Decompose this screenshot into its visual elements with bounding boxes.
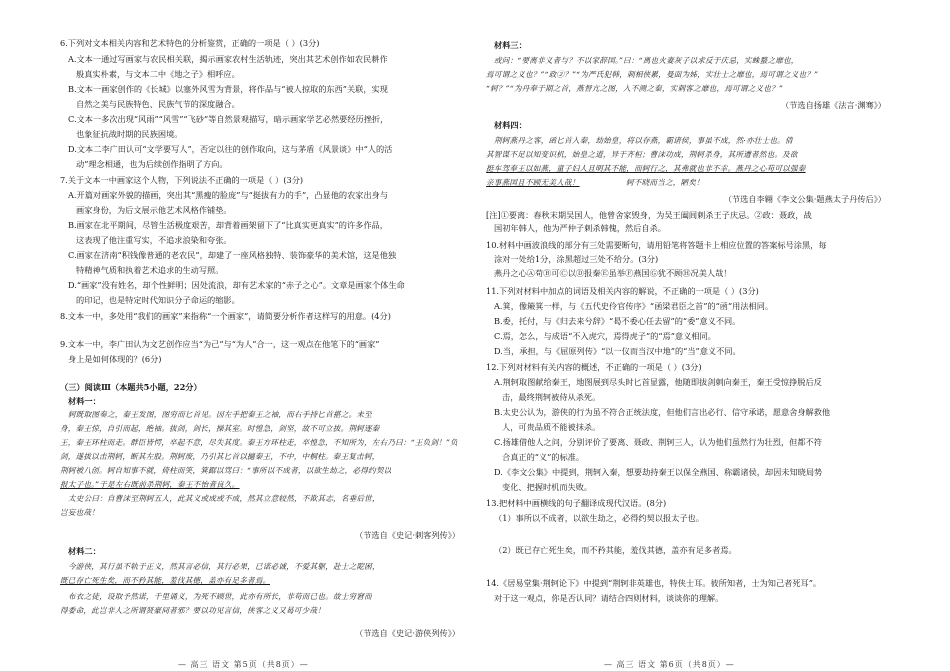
q12-option-a-cont: 击，最终荆轲被侍从杀死。 bbox=[502, 392, 601, 402]
material-2-line: 今游侠，其行虽不轨于正义，然其言必信，其行必果，已诺必诚，不爱其躯，赴士之阸困， bbox=[68, 562, 380, 571]
q7-option-b-cont: 这表现了他注重写实，不追求浪染和夸张。 bbox=[76, 235, 232, 245]
q10: 10.材料中画波浪线的部分有三处需要断句，请用铅笔将答题卡上相应位置的答案标号涂黑，每 bbox=[486, 240, 827, 250]
q10-sentence: 燕丹之心Ⓐ苟Ⓑ可Ⓒ以Ⓓ报秦Ⓔ虽举Ⓕ燕国Ⓖ犹不顾Ⓗ况美人哉！ bbox=[494, 268, 732, 278]
material-4-line-wavy: 挺车驾奉王以如燕，童子妇人且明其不能，而轲行之，其弗就也非不幸。燕丹之心苟可以强秦 bbox=[486, 164, 806, 173]
q11-option-b: B.委，托付，与《归去来兮辞》“曷不委心任去留”的“委”意义不同。 bbox=[494, 316, 741, 326]
page-footer: — 高三 语文 第6页（共8页）— bbox=[604, 660, 735, 669]
q7-option-d-cont: 的印记，也是特定时代知识分子命运的缩影。 bbox=[76, 295, 240, 305]
q11-option-a: A.箕，像簸箕一样，与《五代史伶官传序》“函梁君臣之首”的“函”用法相同。 bbox=[494, 301, 774, 311]
section-heading: （三）阅读Ⅲ（本题共5小题，22分） bbox=[60, 382, 202, 392]
material-1-line: 王，秦王环柱而走。群臣皆愕，卒起不意，尽失其度。秦王方环柱走，卒惶急，不知所为，左右乃曰：“王负剑！”负 bbox=[60, 438, 458, 447]
q7-option-c: C.画家在济南“积钱像普通的老农民”，却建了一座风格独特、装饰豪华的美术馆，这是他独 bbox=[68, 250, 397, 260]
material-1-line: 岂妄也哉！ bbox=[60, 508, 99, 517]
q6-option-d: D.文本二李广田认可“文学要写人”，否定以往的创作取向，这与茅盾《风景谈》中“人的活 bbox=[68, 144, 393, 154]
q6-option-d-cont: 动”理念相通，也为后续创作指明了方向。 bbox=[76, 159, 228, 169]
q6-option-a: A.文本一通过写画家与农民相关联，揭示画家农村生活轨迹，突出其艺术创作如农民耕作 bbox=[68, 54, 388, 64]
material-3-line: 焉可谓之义也？”“政②？”“为严氏犯韩，刺相侠累，曼面为姊，实壮士之靡也，焉可谓之义也？” bbox=[486, 70, 819, 79]
q6-option-b-cont: 自然之美与民族特色、民族气节的深度融合。 bbox=[76, 99, 240, 109]
q6-option-a-cont: 般真实朴素，与文本二中《地之子》相呼应。 bbox=[76, 69, 240, 79]
q11-option-d: D.当，承担，与《屈原列传》“以一仪而当汉中地”的“当”意义不同。 bbox=[494, 346, 741, 356]
material-1-line: 荆轲被八创。轲自知事不就，倚柱而笑，箕踞以骂曰：“事所以不成者，以欲生劫之，必得约契以 bbox=[60, 466, 392, 475]
q12-option-b-cont: 人，可贵品质不能被抹杀。 bbox=[502, 422, 601, 432]
q13-stem: 13.把材料中画横线的句子翻译成现代汉语。(8分) bbox=[486, 498, 667, 508]
material-2-line: 布衣之徒，设取予然诺，千里诵义，为死不顾世，此亦有所长，非苟而已也。故士穷窘而 bbox=[68, 592, 372, 601]
material-1-line: 太史公曰：自曹沫至荆轲五人，此其义或成或不成，然其立意较然，不欺其志，名垂后世， bbox=[68, 494, 380, 503]
q6-option-b: B.文本一画家创作的《长城》以塞外风雪为背景，将作品与“被人掠取的东西”关联，实现 bbox=[68, 84, 388, 94]
q8: 8.文本一中，多处用“我们的画家”来指称“一个画家”，请简要分析作者这样写的用意。(4分) bbox=[60, 311, 391, 321]
q7-option-c-cont: 特精神气质和执着艺术追求的生动写照。 bbox=[76, 265, 224, 275]
material-2-line-underlined: 既已存亡死生矣，而不矜其能，羞伐其德，盖亦有足多者焉。 bbox=[60, 576, 271, 585]
q13-sentence-1: （1）事所以不成者，以欲生劫之，必得约契以报太子也。 bbox=[494, 513, 704, 523]
q6-option-c-cont: 也象征抗战时期的民族困境。 bbox=[76, 129, 183, 139]
material-1-line: 剑，遂拔以击荆轲，断其左股。荆轲废，乃引其匕首以擿秦王，不中，中桐柱。秦王复击轲， bbox=[60, 452, 380, 461]
q14-cont: 对于这一观点，你是否认同？请结合四则材料，谈谈你的理解。 bbox=[494, 593, 724, 603]
material-1-line: 轲既取图奏之，秦王发图，图穷而匕首见。因左手把秦王之袖，而右手持匕首揕之。未至 bbox=[68, 410, 372, 419]
material-2-source: （节选自《史记·游侠列传》） bbox=[355, 628, 460, 638]
q12-option-b: B.太史公认为，游侠的行为虽不符合正统法度，但他们言出必行、信守承诺，愿意舍身解救他 bbox=[494, 407, 831, 417]
material-3-line: “轲？”“为丹奉于期之首，燕督亢之图，入不测之秦，实刺客之靡也，焉可谓之义也？” bbox=[486, 84, 783, 93]
q7-stem: 7.关于文本一中画家这个人物，下列说法不正确的一项是（ ）(3分) bbox=[60, 175, 304, 185]
material-1-line-underlined: 报太子也。”于是左右既前杀荆轲，秦王不怡者良久。 bbox=[60, 480, 240, 489]
q9: 9.文本一中，李广田认为文艺创作应当“为己”与“为人”合一，这一观点在他笔下的“画家” bbox=[60, 339, 380, 349]
material-1-source: （节选自《史记·刺客列传》） bbox=[355, 530, 460, 540]
q12-option-d: D.《李文公集》中提到，荆轲入秦，想要劫持秦王以保全燕国、称霸诸侯，却因未知晓局势 bbox=[494, 467, 823, 477]
note-line: [注]①要离：春秋末期吴国人，他曾舍家毁身，为吴王阖闾刺杀王子庆忌。②政：聂政，战 bbox=[486, 210, 812, 220]
page-footer: — 高三 语文 第5页（共8页）— bbox=[178, 660, 309, 669]
material-4-line: 轲不晓而当之，陋矣！ bbox=[626, 178, 704, 187]
q7-option-a: A.开篇对画家外貌的描画，突出其“黑瘦的脸庞”与“挺拔有力的手”，凸显他的农家出身与 bbox=[68, 190, 389, 200]
q13-sentence-2: （2）既已存亡死生矣，而不矜其能，羞伐其德，盖亦有足多者焉。 bbox=[494, 545, 737, 555]
material-3-title: 材料三： bbox=[494, 40, 527, 50]
right-page bbox=[486, 0, 886, 671]
q7-option-b: B.画家在北平期间，尽管生活极度艰苦，却背着画架留下了“比真实更真实”的许多作品， bbox=[68, 220, 388, 230]
q11-stem: 11.下列对材料中加点的词语及相关内容的解说，不正确的一项是（ ）(3分) bbox=[486, 286, 759, 296]
material-3-source: （节选自扬雄《法言·渊骞》） bbox=[781, 100, 886, 110]
material-2-title: 材料二： bbox=[68, 546, 101, 556]
note-line-cont: 国初年韩人，他为严仲子刺杀韩傀，然后自杀。 bbox=[494, 223, 666, 233]
material-2-line: 得委命，此岂非人之所谓贤豪间者邪？要以功见言信，侠客之义又曷可少哉！ bbox=[60, 606, 325, 615]
material-1-line: 身，秦王惊，自引而起，绝袖。拔剑，剑长，操其室。时惶急，剑坚，故不可立拔。荆轲逐秦 bbox=[60, 424, 380, 433]
q11-option-c: C.焉，怎么，与成语“不入虎穴，焉得虎子”的“焉”意义相同。 bbox=[494, 331, 716, 341]
material-4-line: 荆轲燕丹之客，函匕首入秦，劫始皇，将以存燕，霸诸侯，事虽不成，然·亦壮士也。倩 bbox=[494, 136, 793, 145]
q6-option-c: C.文本一多次出现“风雨”“风雪”“飞砂”等自然景观描写，暗示画家学艺必然要经历挫折， bbox=[68, 114, 389, 124]
q12-option-d-cont: 变化、把握时机而失败。 bbox=[502, 482, 593, 492]
q7-option-d: D.“画家”没有姓名，却个性鲜明；因处流浪，却有艺术家的“赤子之心”。文章是画家个体生命 bbox=[68, 280, 405, 290]
q10-cont: 涂对一处给1分，涂黑超过三处不给分。(3分) bbox=[494, 254, 659, 264]
q12-option-c-cont: 合真正的“义”的标准。 bbox=[502, 452, 585, 462]
q14: 14.《居易堂集·荆轲论下》中提到“荆轲非英雄也，特侠士耳。彼所知者，士为知己者死耳”。 bbox=[486, 578, 822, 588]
material-3-line: 或问：“要离非义者与？不以家辞国。”曰：“离也火妻灰子以求反于庆忌，实蛛蝥之靡也， bbox=[494, 56, 799, 65]
material-1-title: 材料一： bbox=[68, 396, 101, 406]
q7-option-a-cont: 画家身份，为后文展示他艺术风格作铺垫。 bbox=[76, 205, 232, 215]
q9-cont: 身上是如何体现的？(6分) bbox=[68, 354, 162, 364]
q6-stem: 6.下列对文本相关内容和艺术特色的分析鉴赏，正确的一项是（ ）(3分) bbox=[60, 38, 320, 48]
q12-option-c: C.扬雄借他人之问，分别评价了要离、聂政、荆轲三人，认为他们虽然行为壮烈，但都不符 bbox=[494, 437, 822, 447]
material-4-line: 其智谋不足以知变识机，始皇之道，异于齐桓；曹沫功成，荆轲杀身，其所遭者然也。及欲 bbox=[486, 150, 798, 159]
material-4-source: （节选自李翱《李文公集·题燕太子丹传后》） bbox=[723, 194, 886, 204]
q12-option-a: A.荆轲取图献给秦王，地图展到尽头时匕首显露，他随即拔剑刺向秦王，秦王受惊挣脱后反 bbox=[494, 377, 822, 387]
left-page bbox=[60, 0, 460, 671]
material-4-line-wavy: 亲事燕国且不顾无美人哉！ bbox=[486, 178, 580, 187]
q12-stem: 12.下列对材料有关内容的概述，不正确的一项是（ ）(3分) bbox=[486, 362, 702, 372]
material-4-title: 材料四： bbox=[494, 120, 527, 130]
